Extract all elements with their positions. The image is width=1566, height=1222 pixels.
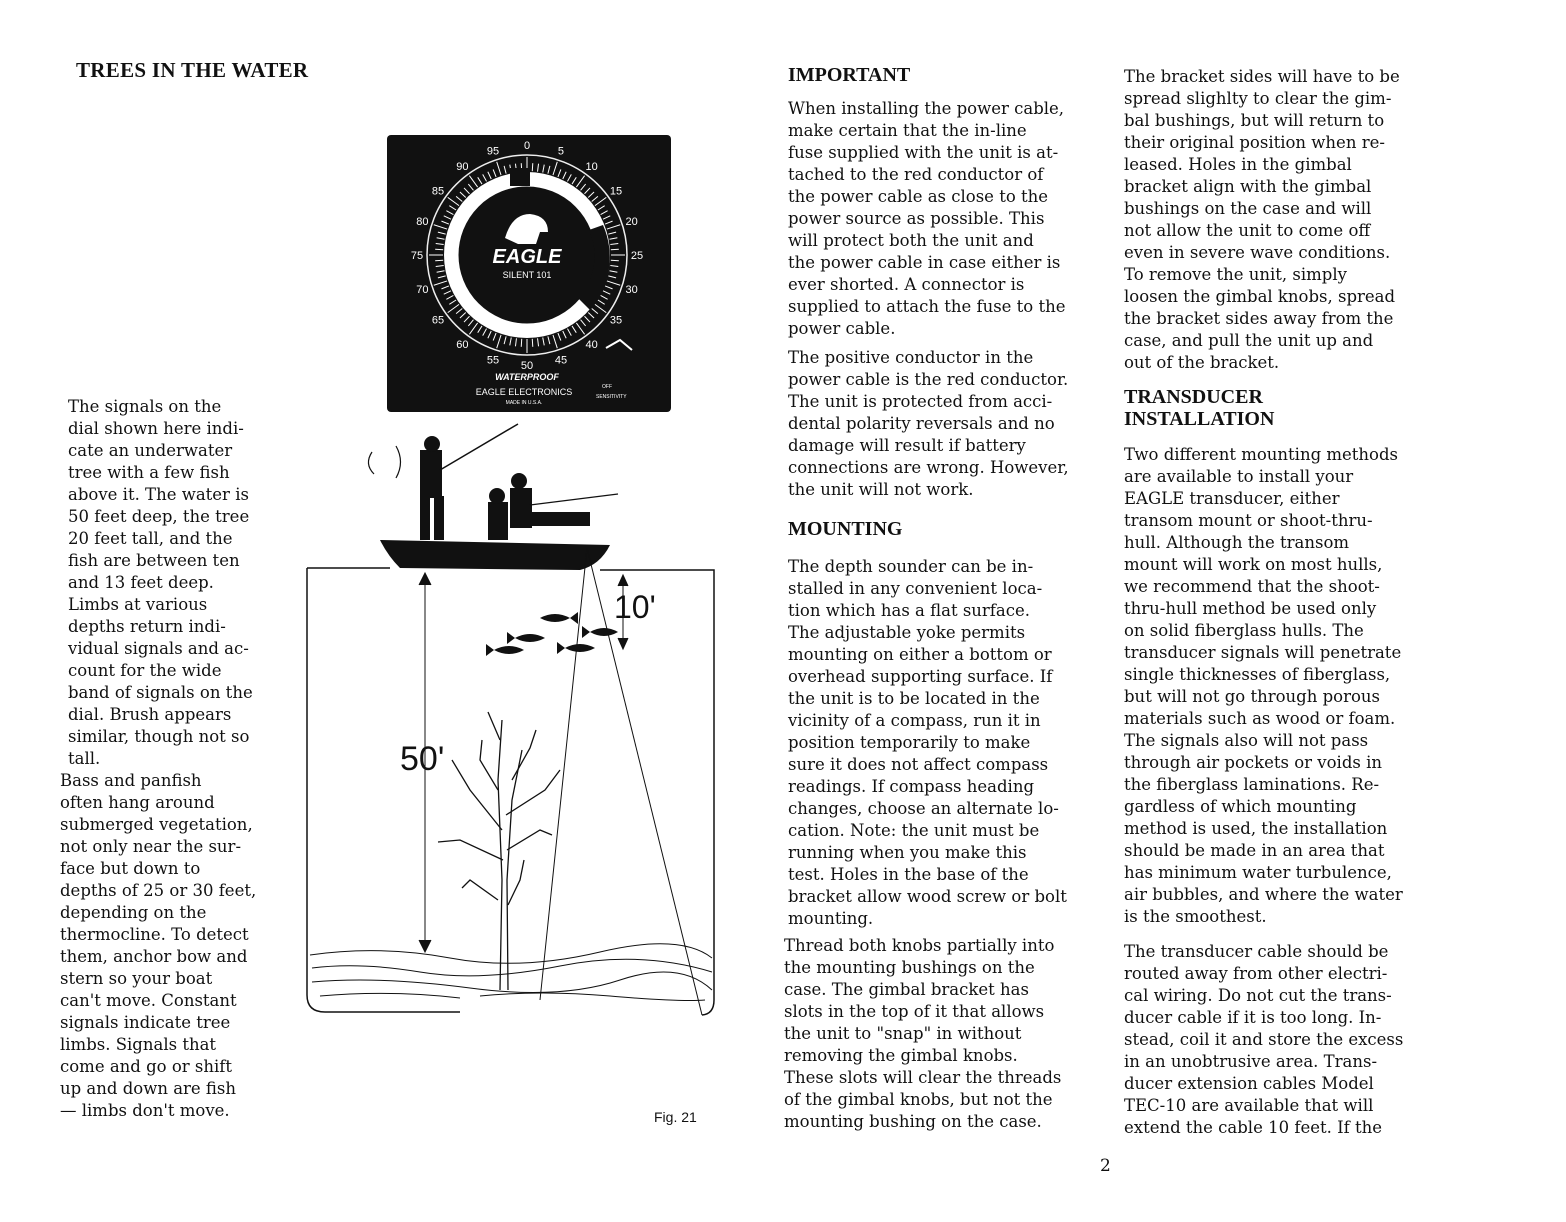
dial-scale-label: 15 [609, 185, 623, 198]
depth-label-10: 10' [614, 589, 656, 625]
dial-maker: EAGLE ELECTRONICS [475, 387, 573, 397]
fish-group [486, 612, 618, 656]
dial-scale-label: 90 [456, 161, 469, 174]
dial-scale-label: 60 [456, 338, 469, 351]
trees-paragraph-2: Bass and panfish often hang around submerged vegetation, not only near the sur- face but down to depths of 25 or 30 feet, depending on the thermocline. To detect them, anchor bow and stern so your boat can't move. Constant signals indicate tree limbs. Signals that come and go or shift up and down are fish — limbs don't move. [60, 771, 257, 1120]
dial-scale-label: 30 [625, 283, 638, 296]
dial-scale-label: 75 [410, 250, 424, 262]
dial-scale-label: 65 [431, 314, 445, 327]
lake-bed [310, 944, 712, 1001]
section-title-trees: TREES IN THE WATER [76, 58, 309, 82]
bracket-paragraph: The bracket sides will have to be spread slighlty to clear the gim- bal bushings, but will return to their original position when re- leased. Holes in the gimbal bracket align with the gimbal bushings on the case and will not allow the unit to come off even in severe wave conditions. To remove the unit, simply loosen the gimbal knobs, spread the bracket sides away from the case, and pull the unit up and out of the bracket. [1124, 67, 1400, 372]
figure-21-illustration [296, 130, 726, 1130]
dial-scale-label: 35 [609, 314, 623, 327]
dial-scale-label: 50 [520, 360, 534, 372]
dial-scale-label: 95 [486, 145, 500, 158]
mounting-heading: MOUNTING [788, 518, 903, 540]
positive-conductor-paragraph: The positive conductor in the power cable is the red conductor. The unit is protected from acci- dental polarity reversals and no damage will result if battery connections are wrong. However, the unit will not work. [788, 348, 1069, 499]
dial-tick [435, 249, 443, 250]
dial-made-in: MADE IN U.S.A. [505, 400, 543, 406]
boat-with-fishermen [368, 424, 618, 570]
dial-model: SILENT 101 [502, 270, 552, 280]
dial-scale-label: 85 [431, 185, 445, 198]
transducer-paragraph: Two different mounting methods are available to install your EAGLE transducer, either transom mount or shoot-thru- hull. Although the transom mount will work on most hulls, we recommend that the shoot- thru-hull method be used only on solid fiberglass hulls. The transducer signals will penetrate single thicknesses of fiberglass, but will not go through porous materials such as wood or foam. The signals also will not pass through air pockets or voids in the fiberglass laminations. Re- gardless of which mounting method is used, the installation should be made in an area that has minimum water turbulence, air bubbles, and where the water is the smoothest. [1124, 445, 1403, 926]
dial-tick [611, 249, 619, 250]
important-heading: IMPORTANT [788, 64, 911, 86]
figure-caption: Fig. 21 [654, 1109, 697, 1125]
trees-paragraph-1: The signals on the dial shown here indi- cate an underwater tree with a few fish above it. The water is 50 feet deep, the tree 20 feet tall, and the fish are between ten and 13 feet deep. Limbs at various depths return indi- vidual signals and ac- count for the wide band of signals on the dial. Brush appears similar, though not so tall. [68, 397, 253, 768]
dial-scale-label: 80 [416, 216, 429, 229]
page-number: 2 [1100, 1156, 1111, 1176]
dial-scale-label: 10 [585, 161, 598, 174]
dial-scale-label: 55 [486, 354, 500, 367]
dial-tick [532, 163, 533, 171]
dial-scale-label: 70 [416, 283, 429, 296]
dial-scale-label: 20 [625, 216, 638, 229]
depth-label-50: 50' [400, 740, 445, 778]
dial-tick [532, 339, 533, 347]
transducer-heading: TRANSDUCER INSTALLATION [1124, 386, 1275, 430]
dial-scale-label: 40 [585, 338, 598, 351]
dial-off-label: OFF [602, 384, 612, 390]
dial-brand: EAGLE [492, 246, 562, 268]
dial-scale-label: 25 [630, 250, 644, 262]
dial-tick [521, 339, 522, 347]
depth-dial [387, 135, 671, 412]
dial-waterproof: WATERPROOF [495, 372, 559, 382]
dial-scale-label: 45 [554, 354, 568, 367]
mounting-paragraph: The depth sounder can be in- stalled in any convenient loca- tion which has a flat surface. The adjustable yoke permits mounting on either a bottom or overhead supporting surface. If the unit is to be located in the vicinity of a compass, run it in position temporarily to make sure it does not affect compass readings. If compass heading changes, choose an alternate lo- cation. Note: the unit must be running when you make this test. Holes in the base of the bracket allow wood screw or bolt mounting. [788, 557, 1067, 928]
dial-tick [435, 260, 443, 261]
dial-sensitivity-label: SENSITIVITY [596, 394, 627, 400]
important-paragraph: When installing the power cable, make certain that the in-line fuse supplied with the unit is at- tached to the red conductor of the power cable as close to the power source as possible. This will protect both the unit and the power cable in case either is ever shorted. A connector is supplied to attach the fuse to the power cable. [788, 99, 1066, 338]
dial-tick [611, 260, 619, 261]
dial-scale-label: 0 [523, 140, 531, 152]
underwater-tree [438, 712, 560, 990]
thread-knobs-paragraph: Thread both knobs partially into the mounting bushings on the case. The gimbal bracket has slots in the top of it that allows the unit to "snap" in without removing the gimbal knobs. These slots will clear the threads of the gimbal knobs, but not the mounting bushing on the case. [784, 936, 1062, 1131]
transducer-cable-paragraph: The transducer cable should be routed away from other electri- cal wiring. Do not cut the trans- ducer cable if it is too long. In- stead, coil it and store the excess in an unobtrusive area. Trans- ducer extension cables Model TEC-10 are available that will extend the cable 10 feet. If the [1124, 942, 1404, 1137]
dial-scale-label: 5 [557, 145, 565, 158]
